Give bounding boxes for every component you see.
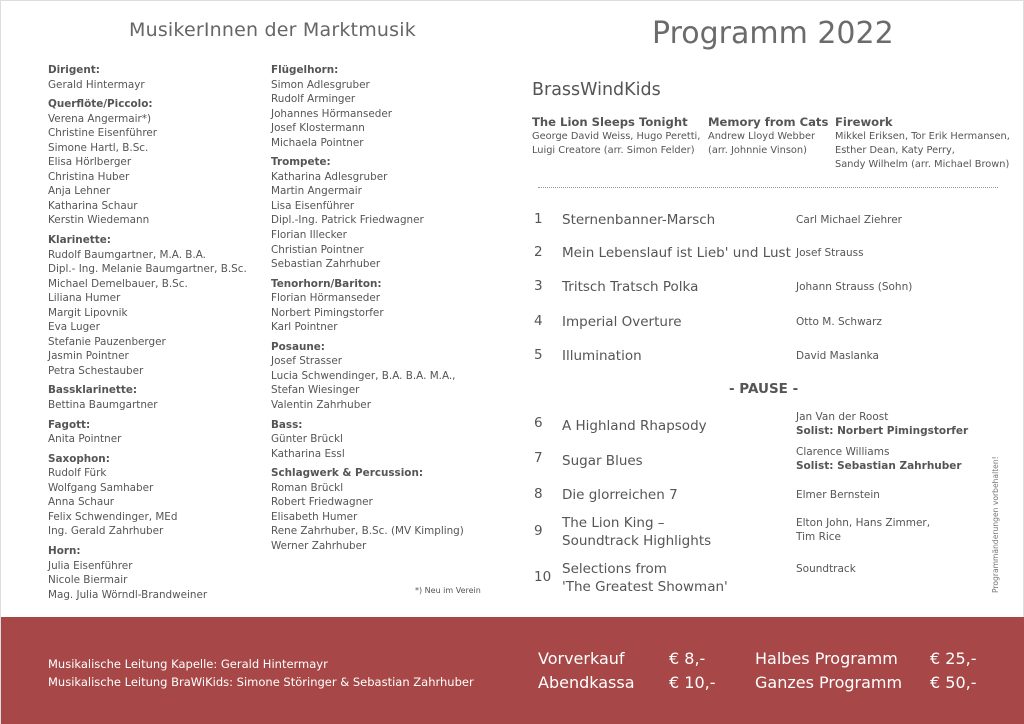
piece-title-line: Sternenbanner-Marsch: [562, 212, 716, 228]
divider: [538, 187, 998, 188]
section-title: Bass:: [271, 418, 303, 431]
piece-composer: [796, 246, 986, 260]
piece-number: 5: [534, 347, 543, 363]
piece-title-line: Mein Lebenslauf ist Lieb' und Lust: [562, 245, 791, 261]
footer-line-1: Musikalische Leitung Kapelle: Gerald Hintermayr: [48, 657, 328, 671]
piece-number: 7: [534, 450, 543, 466]
musician-name: Mag. Julia Wörndl-Brandweiner: [48, 588, 208, 601]
musician-name: Margit Lipovnik: [48, 306, 128, 319]
kids-composer: Sandy Wilhelm (arr. Michael Brown): [835, 159, 1010, 170]
instrument-section: [271, 418, 481, 462]
abendkassa-label: Abendkassa: [538, 673, 635, 692]
composer-line: Carl Michael Ziehrer: [796, 214, 902, 226]
instrument-section: [48, 233, 263, 378]
kids-title: BrassWindKids: [532, 80, 661, 100]
section-title: Querflöte/Piccolo:: [48, 98, 153, 111]
piece-number: 9: [534, 523, 543, 539]
kids-composer: Andrew Lloyd Webber: [708, 131, 816, 142]
musician-name: Karl Pointner: [271, 321, 338, 334]
instrument-section: [48, 97, 263, 228]
piece-number: 4: [534, 313, 543, 329]
instrument-section: [48, 63, 263, 92]
pause-label: - PAUSE -: [729, 381, 799, 397]
musician-name: Robert Friedwagner: [271, 496, 373, 509]
piece-number: 1: [534, 211, 543, 227]
ganzes-price: € 50,-: [930, 673, 977, 692]
piece-composer: [796, 410, 986, 438]
section-title: Bassklarinette:: [48, 384, 138, 397]
musician-name: Dipl.-Ing. Patrick Friedwagner: [271, 214, 424, 227]
piece-composer: [796, 488, 986, 502]
piece-number: 6: [534, 415, 543, 431]
musician-name: Martin Angermair: [271, 185, 362, 198]
musicians-title: MusikerInnen der Marktmusik: [129, 19, 416, 41]
musician-name: Verena Angermair*): [48, 112, 152, 125]
section-title: Trompete:: [271, 156, 331, 169]
piece-title: [562, 278, 792, 296]
musician-name: Petra Schestauber: [48, 364, 144, 377]
musician-name: Stefanie Pauzenberger: [48, 335, 166, 348]
musician-name: Simone Hartl, B.Sc.: [48, 141, 149, 154]
musician-name: Rudolf Arminger: [271, 93, 356, 106]
musician-name: Florian Illecker: [271, 229, 347, 242]
musician-name: Rene Zahrhuber, B.Sc. (MV Kimpling): [271, 525, 464, 538]
piece-title: [562, 514, 792, 550]
section-title: Horn:: [48, 544, 81, 557]
musician-name: Josef Strasser: [271, 355, 342, 368]
section-title: Saxophon:: [48, 452, 110, 465]
composer-line: Otto M. Schwarz: [796, 316, 882, 328]
musician-name: Ing. Gerald Zahrhuber: [48, 525, 164, 538]
kids-composer: Esther Dean, Katy Perry,: [835, 145, 955, 156]
musician-name: Kerstin Wiedemann: [48, 214, 150, 227]
kids-composer: George David Weiss, Hugo Peretti,: [532, 131, 701, 142]
musician-name: Dipl.- Ing. Melanie Baumgartner, B.Sc.: [48, 263, 247, 276]
instrument-section: [48, 544, 263, 602]
instrument-section: [271, 466, 481, 553]
musician-name: Felix Schwendinger, MEd: [48, 510, 178, 523]
musicians-column-1: [48, 63, 263, 607]
piece-title: [562, 417, 792, 435]
musician-name: Rudolf Baumgartner, M.A. B.A.: [48, 248, 206, 261]
kids-piece-title: Firework: [835, 115, 893, 129]
musician-name: Josef Klostermann: [271, 122, 365, 135]
piece-composer: [796, 562, 986, 576]
piece-title-line: Soundtrack Highlights: [562, 533, 712, 549]
musician-name: Michael Demelbauer, B.Sc.: [48, 277, 188, 290]
musician-name: Katharina Schaur: [48, 199, 138, 212]
instrument-section: [48, 418, 263, 447]
musician-name: Wolfgang Samhaber: [48, 481, 154, 494]
kids-piece-title: Memory from Cats: [708, 115, 829, 129]
musician-name: Werner Zahrhuber: [271, 539, 367, 552]
musician-name: Lisa Eisenführer: [271, 199, 355, 212]
piece-title-line: Imperial Overture: [562, 314, 682, 330]
musician-name: Johannes Hörmanseder: [271, 107, 393, 120]
piece-title-line: Tritsch Tratsch Polka: [562, 279, 699, 295]
musician-name: Elisa Hörlberger: [48, 156, 132, 169]
musician-name: Roman Brückl: [271, 481, 344, 494]
musician-name: Elisabeth Humer: [271, 510, 358, 523]
program-title: Programm 2022: [652, 16, 894, 51]
piece-title: [562, 211, 792, 229]
abendkassa-price: € 10,-: [669, 673, 716, 692]
instrument-section: [271, 63, 481, 150]
composer-line: Jan Van der Roost: [796, 411, 889, 423]
section-title: Tenorhorn/Bariton:: [271, 277, 382, 290]
piece-title: [562, 452, 792, 470]
kids-composer: Luigi Creatore (arr. Simon Felder): [532, 145, 695, 156]
musician-name: Michaela Pointner: [271, 136, 364, 149]
musician-name: Simon Adlesgruber: [271, 78, 370, 91]
musician-name: Sebastian Zahrhuber: [271, 258, 381, 271]
kids-item: [835, 114, 1010, 172]
piece-composer: [796, 315, 986, 329]
musician-name: Anita Pointner: [48, 433, 122, 446]
piece-title-line: The Lion King –: [562, 515, 665, 531]
composer-line: Josef Strauss: [796, 247, 864, 259]
piece-title-line: Die glorreichen 7: [562, 487, 678, 503]
musician-name: Norbert Pimingstorfer: [271, 306, 384, 319]
composer-line: David Maslanka: [796, 350, 879, 362]
halbes-price: € 25,-: [930, 649, 977, 668]
piece-composer: [796, 213, 986, 227]
section-title: Dirigent:: [48, 64, 100, 76]
musician-name: Julia Eisenführer: [48, 559, 133, 572]
side-note: Programmänderungen vorbehalten!: [991, 456, 1000, 593]
piece-number: 3: [534, 278, 543, 294]
musician-name: Jasmin Pointner: [48, 350, 129, 363]
musician-name: Lucia Schwendinger, B.A. B.A. M.A.,: [271, 369, 456, 382]
musician-name: Günter Brückl: [271, 433, 343, 446]
section-title: Posaune:: [271, 340, 325, 353]
composer-line: Soundtrack: [796, 563, 856, 575]
musician-name: Anna Schaur: [48, 496, 115, 509]
piece-composer: [796, 516, 986, 544]
composer-line: Johann Strauss (Sohn): [796, 281, 913, 293]
musician-name: Christian Pointner: [271, 243, 364, 256]
section-title: Klarinette:: [48, 234, 111, 247]
solist: Solist: Sebastian Zahrhuber: [796, 460, 962, 472]
musician-name: Florian Hörmanseder: [271, 292, 381, 305]
solist: Solist: Norbert Pimingstorfer: [796, 425, 969, 437]
footer-band: [1, 617, 1024, 724]
musician-name: Katharina Adlesgruber: [271, 170, 388, 183]
halbes-label: Halbes Programm: [755, 649, 898, 668]
ganzes-label: Ganzes Programm: [755, 673, 903, 692]
composer-line: Clarence Williams: [796, 446, 890, 458]
vorverkauf-price: € 8,-: [669, 649, 706, 668]
piece-number: 10: [534, 569, 552, 585]
kids-composer: Mikkel Eriksen, Tor Erik Hermansen,: [835, 131, 1010, 142]
musician-name: Anja Lehner: [48, 185, 111, 198]
musician-name: Liliana Humer: [48, 292, 121, 305]
piece-title: [562, 486, 792, 504]
piece-title: [562, 244, 792, 262]
instrument-section: [271, 277, 481, 335]
piece-title: [562, 313, 792, 331]
kids-item: [708, 114, 828, 158]
instrument-section: [48, 383, 263, 412]
vorverkauf-label: Vorverkauf: [538, 649, 625, 668]
musician-name: Bettina Baumgartner: [48, 399, 158, 412]
piece-title: [562, 560, 792, 596]
piece-title: [562, 347, 792, 365]
piece-title-line: A Highland Rhapsody: [562, 418, 707, 434]
piece-number: 8: [534, 486, 543, 502]
musician-name: Stefan Wiesinger: [271, 384, 360, 397]
musician-name: Nicole Biermair: [48, 574, 128, 587]
composer-line: Tim Rice: [796, 531, 842, 543]
piece-composer: [796, 445, 986, 473]
instrument-section: [271, 155, 481, 271]
section-title: Flügelhorn:: [271, 64, 339, 76]
piece-title-line: 'The Greatest Showman': [562, 579, 728, 595]
kids-composer: (arr. Johnnie Vinson): [708, 145, 807, 156]
section-title: Fagott:: [48, 418, 91, 431]
piece-title-line: Selections from: [562, 561, 667, 577]
musician-name: Katharina Essl: [271, 447, 345, 460]
composer-line: Elton John, Hans Zimmer,: [796, 517, 931, 529]
piece-number: 2: [534, 244, 543, 260]
piece-title-line: Sugar Blues: [562, 453, 643, 469]
musicians-column-2: [271, 63, 481, 559]
piece-title-line: Illumination: [562, 348, 642, 364]
composer-line: Elmer Bernstein: [796, 489, 880, 501]
musician-name: Christine Eisenführer: [48, 127, 158, 140]
section-title: Schlagwerk & Percussion:: [271, 467, 423, 480]
footer-line-2: Musikalische Leitung BraWiKids: Simone Störinger & Sebastian Zahrhuber: [48, 675, 474, 689]
musician-name: Rudolf Fürk: [48, 467, 107, 480]
musician-name: Gerald Hintermayr: [48, 78, 145, 91]
musician-name: Christina Huber: [48, 170, 130, 183]
footnote: *) Neu im Verein: [415, 586, 481, 595]
instrument-section: [48, 452, 263, 539]
piece-composer: [796, 280, 986, 294]
kids-item: [532, 114, 700, 158]
musician-name: Eva Luger: [48, 321, 100, 334]
instrument-section: [271, 340, 481, 413]
musician-name: Valentin Zahrhuber: [271, 399, 371, 412]
kids-piece-title: The Lion Sleeps Tonight: [532, 115, 688, 129]
piece-composer: [796, 349, 986, 363]
